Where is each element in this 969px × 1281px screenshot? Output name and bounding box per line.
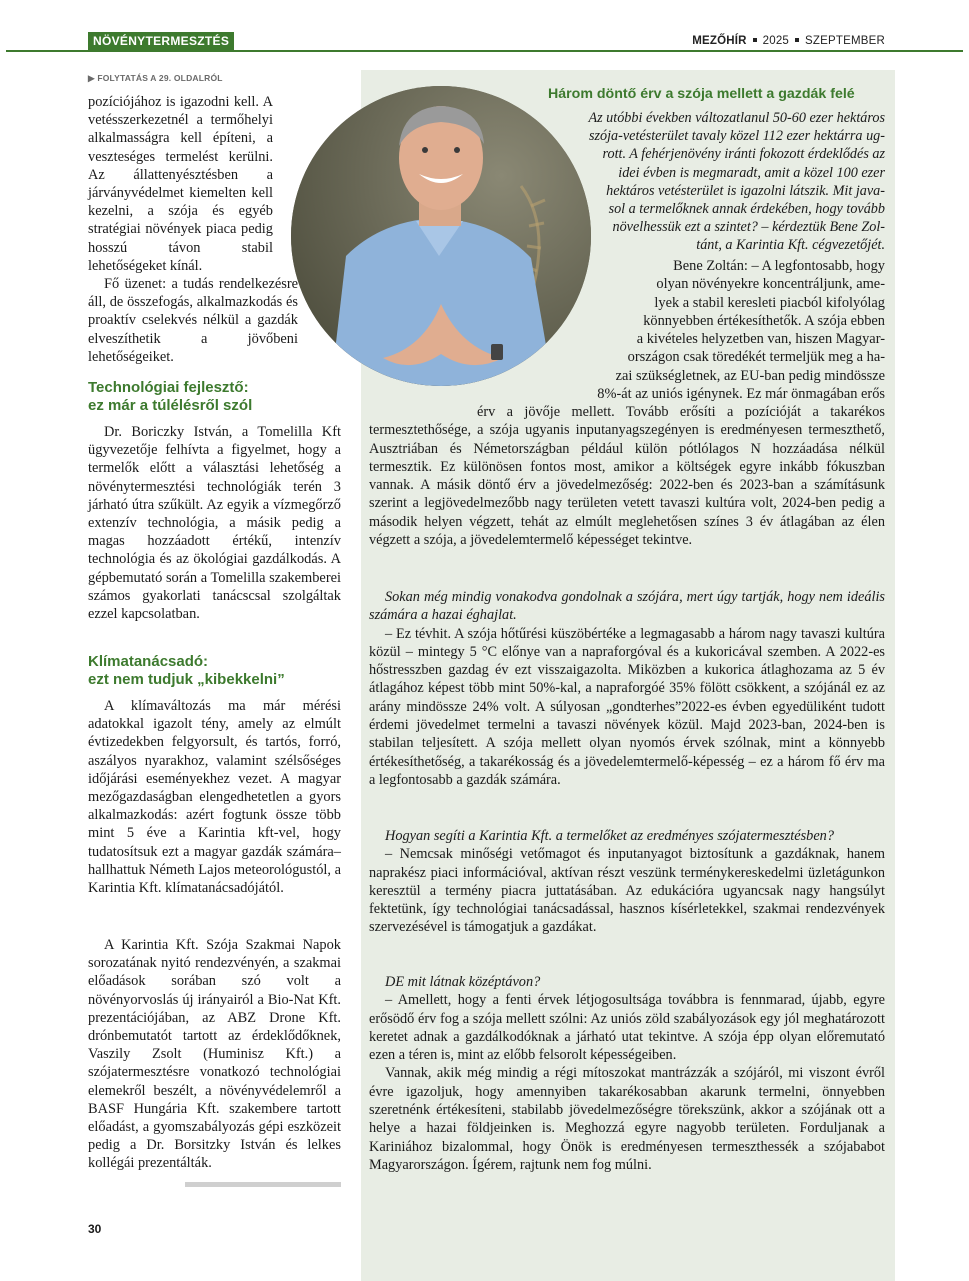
answer: – Amellett, hogy a fenti érvek létjogosultsága továbbra is fennmarad, újabb, egyre erősödő érv fog a szója mellett szólni: Az uniós zöld szabályozások egy jól meghatározott keretet adnak a gazdálkodóknak a járható utat tekintve. A szója épp olyan előremutató ezen a téren is, mint az előbb felsorolt képességeiben. [369, 992, 885, 1064]
separator-dot [795, 38, 799, 42]
answer: Vannak, akik még mindig a régi mítoszokat mantrázzák a szójáról, mi viszont évről évre igazoljuk, hogy amennyiben takarékosabban akarunk termelni, önnyebben szeretnénk értékesíteni, stabilabb jövedelmezőségre törekszünk, akkor a szójának ott a helye a hazai földjeinken is. Meghozzá egyre nagyobb területen. Forduljanak a Kariniához bizalommal, hogy Önök is eredményesen termeszthessék a szójababot Magyarországon. Ígérem, rajtunk nem fog múlni. [369, 1065, 885, 1173]
issue-year: 2025 [762, 35, 790, 47]
paragraph: pozíciójához is igazodni kell. A vetésszerkezetnél a termőhelyi alkalmasságra kell építeni, a veszteséges termelést kerülni. Az állattenyésztésben a járványvédelmet kiemelten kell kezelni, a szója és egyéb stratégiai növények piaca pedig hosszú távon stabil lehetőségeket kínál. [88, 94, 273, 274]
play-arrow-icon: ▶ [88, 73, 95, 83]
separator-dot [753, 38, 757, 42]
paragraph: érv a jövője mellett. Tovább erősíti a pozícióját a takarékos termesztethősége, a szója ugyanis inputanyagszegényen is eredményesen termeszthető, Ausztriában és Németországban például külön pótlólagos N hozzáadása nélkül termesztik. Ez különösen fontos most, amikor a költségek egyre inkább fókuszban vannak. A másik döntő érv a jövedelmezőség: 2022-ben és 2023-ban a számításunk szerint a legjövedelmezőbb nagy területen vetett tavaszi kultúra volt, 2024-ben pedig a második helyen végzett, tehát az elmúlt meglehetősen színes 3 év átlagában az élen végzett a szója, a jövedelemtermelő képességet tekintve. [369, 404, 885, 549]
article-end-bar [185, 1182, 341, 1187]
answer: – Nemcsak minőségi vetőmagot és inputanyagot biztosítunk a gazdáknak, hanem naprakész piaci információval, aktívan részt veszünk terménykereskedelmi üzletágunkon keresztül a termény piacra juttatásában. Az edukációra ugyancsak nagy hangsúlyt fektetünk, így technológiai tanácsadással, hasznos kísérletekkel, szakmai rendezvények szervezésével is támogatjuk a gazdákat. [369, 846, 885, 936]
publication-info [692, 35, 885, 47]
header-rule [6, 50, 963, 52]
left-column-technology [88, 423, 341, 623]
qa-climate [369, 588, 885, 789]
answer1-continued [369, 403, 885, 549]
qa-outlook [369, 973, 885, 1174]
qa-support [369, 827, 885, 937]
question: DE mit látnak középtávon? [385, 974, 541, 990]
paragraph: Dr. Boriczky István, a Tomelilla Kft ügyvezetője felhívta a figyelmet, hogy a termelők előtt a választási lehetőség a növénytermesztési technológiák terén 3 járható útra szűkült. Az egyik a vízmegőrző extenzív technológia, a másik pedig a magas hozzáadott értékű, intenzív technológia és az ökológiai gazdálkodás. A gépbemutató során a Tomelilla szakemberei számos gyakorlati tanácscsal szolgáltak ezzel kapcsolatban. [88, 424, 341, 623]
paragraph: Fő üzenet: a tudás rendelkezésre áll, de összefogás, alkalmazkodás és proaktív cselekvés nélkül a gazdák elveszíthetik a jövőbeni lehetőségeiket. [88, 276, 298, 365]
left-column-events [88, 936, 341, 1173]
paragraph: A klímaváltozás ma már mérési adatokkal igazolt tény, amely az elmúlt évtizedekben felgyorsult, és tartós, forró, aszályos nyarakhoz, valamint szélsőséges időjárási eseményekhez vezet. A magyar mezőgazdaságban elengedhetetlen a gyors alkalmazkodás: azért fogtunk össze több mint 5 éve a Karintia kft-vel, hogy tudatosítsuk ezt a magyar gazdák számára– hallhattuk Németh Lajos meteorológustól, a Karintia Kft. klímatanácsadójától. [88, 698, 341, 897]
publication-name: MEZŐHÍR [692, 35, 747, 47]
page-number: 30 [88, 1222, 102, 1236]
question: Sokan még mindig vonakodva gondolnak a szójára, mert úgy tartják, hogy nem ideális számára a hazai éghajlat. [369, 589, 885, 624]
panel-title: Három döntő érv a szója mellett a gazdák felé [548, 86, 855, 102]
question: Hogyan segíti a Karintia Kft. a termelőket az eredményes szójatermesztésben? [385, 828, 834, 844]
interview-intro: Az utóbbi években változatlanul 50-60 ezer hektáros szója-vetésterület tavaly közel 112 ezer hektárra ug- rott. A fehérjenövény iránti fokozott érdeklődés az idei évben is megmaradt, amit a közel 100 ezer hektáros vetésterület is igazolni látszik. Mit java- sol a termelőknek annak érdekében, hogy tovább növelhessük ezt a szintet? – kérdeztük Bene Zol- tánt, a Karintia Kft. cégvezetőjét. [588, 110, 885, 254]
answer1-wrapped: Bene Zoltán: – A legfontosabb, hogy olyan növényekre koncentráljunk, ame- lyek a stabil keresleti piacból kifolyólag könnyebben értékesíthetők. A szója ebben a kivételes helyzetben van, hiszen Magyar- országon csak töredékét termeljük meg a ha- zai szükségletnek, az EU-ban pedig mindössze 8%-át az uniós igénynek. Ez már önmagában erős [597, 258, 885, 403]
issue-month: SZEPTEMBER [805, 35, 885, 47]
continued-note: ▶ FOLYTATÁS A 29. OLDALRÓL [88, 73, 223, 83]
subheading-climate: Klímatanácsadó: ezt nem tudjuk „kibekkelni” [88, 653, 285, 688]
answer: – Ez tévhit. A szója hőtűrési küszöbértéke a legmagasabb a három nagy tavaszi kultúra közül – mintegy 5 °C előnye van a napraforgóval és a kukoricával szemben. A 2022-es hőstresszben gazdag év ezt visszaigazolta. Miközben a kukorica átlaghozama az 5 év átlagához képest több mint 50%-kal, a napraforgóé 35% fölött csökkent, a szójánál ez az arány mindössze 24% volt. A súlyosan „gondterhes”2022-es évben egyedüliként tudott érdemi jövedelmet termelni a tavaszi növények közül. Majd 2023-ban, 2024-ben is stabilan teljesített. A szója mellett olyan nyomós érvek szólnak, mint a könnyebb értékesíthetőség, a takarékosság és a jövedelemtermelő-képesség – ez a három fő érv ma a legfontosabb a gazdák számára. [369, 625, 885, 788]
subheading-technology: Technológiai fejlesztő: ez már a túlélésről szól [88, 379, 253, 414]
left-column-climate [88, 697, 341, 897]
section-tag: NÖVÉNYTERMESZTÉS [88, 32, 234, 51]
paragraph: A Karintia Kft. Szója Szakmai Napok sorozatának nyitó rendezvényén, a szakmai előadások sorában szó volt a növényorvoslás új irányairól a Bio-Nat Kft. prezentációjában, az ABZ Drone Kft. drónbemutatót tartott az érdeklődőknek, Vaszily Zsolt (Huminisz Kft.) a szójatermesztésre vonatkozó technológiai elemekről beszélt, a növényvédelemről a BASF Hungária Kft. szakembere tartott előadást, a gyomszabályozás gépi eszközeit pedig a Dr. Borsitzky István és lelkes kollégái prezentálták. [88, 937, 341, 1172]
